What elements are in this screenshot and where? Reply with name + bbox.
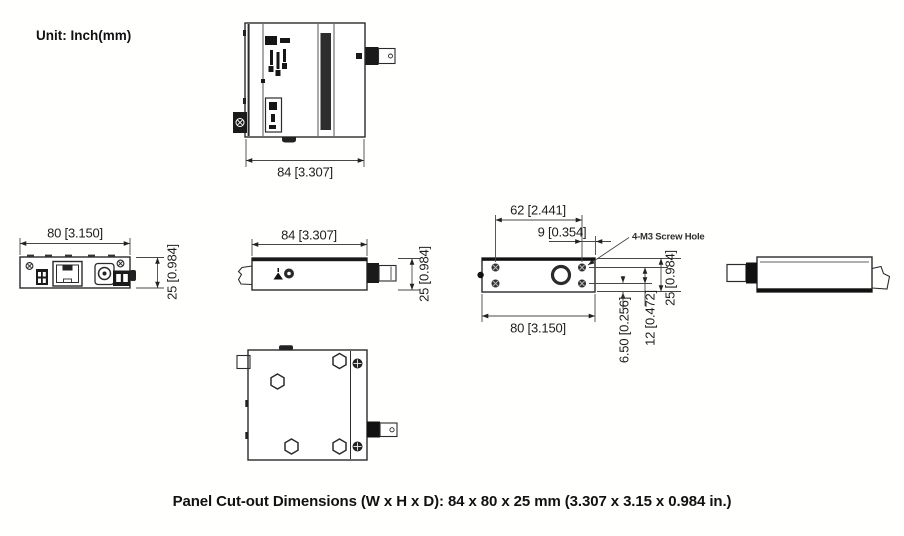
side-bump xyxy=(130,270,136,281)
fiber-connector-left xyxy=(727,263,757,284)
bottom-bump xyxy=(282,137,296,143)
panel-cutout-caption: Panel Cut-out Dimensions (W x H x D): 84 x 80 x 25 mm (3.307 x 3.15 x 0.984 in.) xyxy=(172,493,732,510)
dim-side-height: 25 [0.984] xyxy=(416,246,432,302)
front-view xyxy=(20,255,136,288)
dim-hole-span: 62 [2.441] xyxy=(510,202,566,218)
top-view xyxy=(233,23,395,143)
left-bump xyxy=(477,272,483,278)
side-view-right xyxy=(727,257,890,292)
screw-hole-note: 4-M3 Screw Hole xyxy=(632,231,705,243)
side-view xyxy=(239,258,397,290)
unit-label: Unit: Inch(mm) xyxy=(36,28,132,43)
panel-view xyxy=(477,258,595,292)
fiber-connector-side xyxy=(367,263,396,283)
dim-panel-width: 80 [3.150] xyxy=(510,320,566,336)
terminal-block xyxy=(113,271,130,287)
thumb-screw xyxy=(284,269,294,279)
fiber-connector-bottom xyxy=(367,422,397,438)
label-strip xyxy=(321,33,332,130)
right-tab xyxy=(872,267,890,290)
bottom-view xyxy=(237,345,397,460)
left-tab xyxy=(233,112,247,133)
dim-side-width: 84 [3.307] xyxy=(281,227,337,243)
panel-screw-left xyxy=(26,263,33,270)
panel-screw-right xyxy=(117,260,124,267)
terminal-block-top xyxy=(266,98,282,132)
dim-hole-edge: 9 [0.354] xyxy=(537,224,587,240)
dim-front-height: 25 [0.984] xyxy=(164,244,180,300)
dim-top-width: 84 [3.307] xyxy=(277,164,333,180)
dim-hole-offset: 6.50 [0.256] xyxy=(616,296,632,364)
top-view-dimension xyxy=(246,139,364,167)
dim-front-width: 80 [3.150] xyxy=(47,225,103,241)
left-tab xyxy=(239,266,253,285)
dim-panel-height: 25 [0.984] xyxy=(662,250,678,306)
dip-switch xyxy=(36,269,48,285)
dim-hole-pitch: 12 [0.472] xyxy=(642,290,658,346)
top-bump xyxy=(279,345,293,350)
